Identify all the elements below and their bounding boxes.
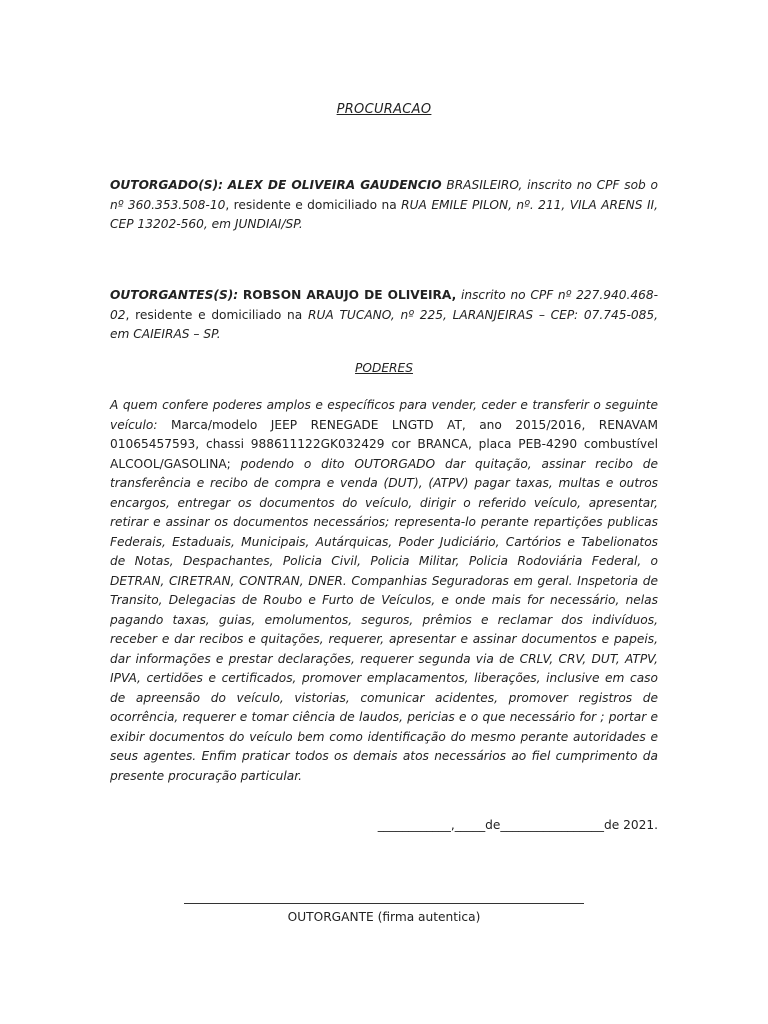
outorgado-address: RUA EMILE PILON, nº. 211, VILA ARENS II, CEP 13202-560, em JUNDIAI/SP. [110,197,659,231]
poderes-heading: PODERES [355,361,413,375]
signature-label: OUTORGANTE (firma autentica) [287,910,481,924]
poderes-text: podendo o dito OUTORGADO dar quitação, assinar recibo de transferência e recibo de compra e venda (DUT), (ATPV) pagar taxas, multas e outros encargos, entregar os documentos do veículo, dirigir o referido veículo, apresentar, retirar e assinar os documentos necessários; representa-lo perante repartições publicas Federais, Estaduais, Municipais, Autárquicas, Poder Judiciário, Cartórios e Tabelionatos de Notas, Despachantes, Policia Civil, Policia Militar, Policia Rodoviária Federal, o DETRAN, CIRETRAN, CONTRAN, DNER. Companhias Seguradoras em geral. Inspetoria de Transito, Delegacias de Roubo e Furto de Veículos, e onde mais for necessário, nelas pagando taxas, guias, emolumentos, seguros, prêmios e reclamar dos indivíduos, receber e dar recibos e quitações, requerer, apresentar e assinar documentos e papeis, dar informações e prestar declarações, requerer segunda via de CRLV, CRV, DUT, ATPV, IPVA, certidões e certificados, promover emplacamentos, liberações, inclusive em caso de apreensão do veículo, vistorias, comunicar acidentes, promover registros de ocorrência, requerer e tomar ciência de laudos, pericias e o que necessário for ; portar e exibir documentos do veículo bem como identificação do mesmo perante autoridades e seus agentes. Enfim praticar todos os demais atos necessários ao fiel cumprimento da presente procuração particular. [110,456,658,783]
outorgantes-city: em CAIEIRAS – SP. [110,327,221,341]
outorgado-label: OUTORGADO(S): [110,178,224,192]
outorgantes-paragraph [110,286,658,345]
poderes-intro: A quem confere poderes amplos e específicos para vender, ceder e transferir o seguinte veículo: [110,398,658,432]
outorgado-cpf: inscrito no CPF sob o nº 360.353.508-10 [110,178,659,212]
outorgantes-street: RUA TUCANO, nº 225, [307,307,447,322]
outorgantes-residence: , residente e domiciliado na [125,307,303,322]
outorgantes-cpf: inscrito no CPF nº 227.940.468-02 [110,288,659,322]
outorgado-paragraph [110,176,658,235]
signature-line [184,893,584,904]
poderes-body [110,396,658,786]
outorgado-name: ALEX DE OLIVEIRA GAUDENCIO [227,178,442,192]
date-line: ____________,_____de_________________de 2021. [377,818,658,832]
outorgantes-name: ROBSON ARAUJO DE OLIVEIRA, [242,288,457,302]
outorgantes-district: LARANJEIRAS – CEP: 07.745-085, [452,307,659,322]
outorgantes-label: OUTORGANTES(S): [110,288,239,302]
vehicle-description: Marca/modelo JEEP RENEGADE LNGTD AT, ano 2015/2016, RENAVAM 01065457593, chassi 988611122GK032429 cor BRANCA, placa PEB-4290 combustível ALCOOL/GASOLINA; [110,417,659,471]
outorgado-residence: , residente e domiciliado na [225,197,397,212]
document-title: PROCURACAO [336,102,432,117]
outorgado-nationality: BRASILEIRO, [446,178,523,192]
